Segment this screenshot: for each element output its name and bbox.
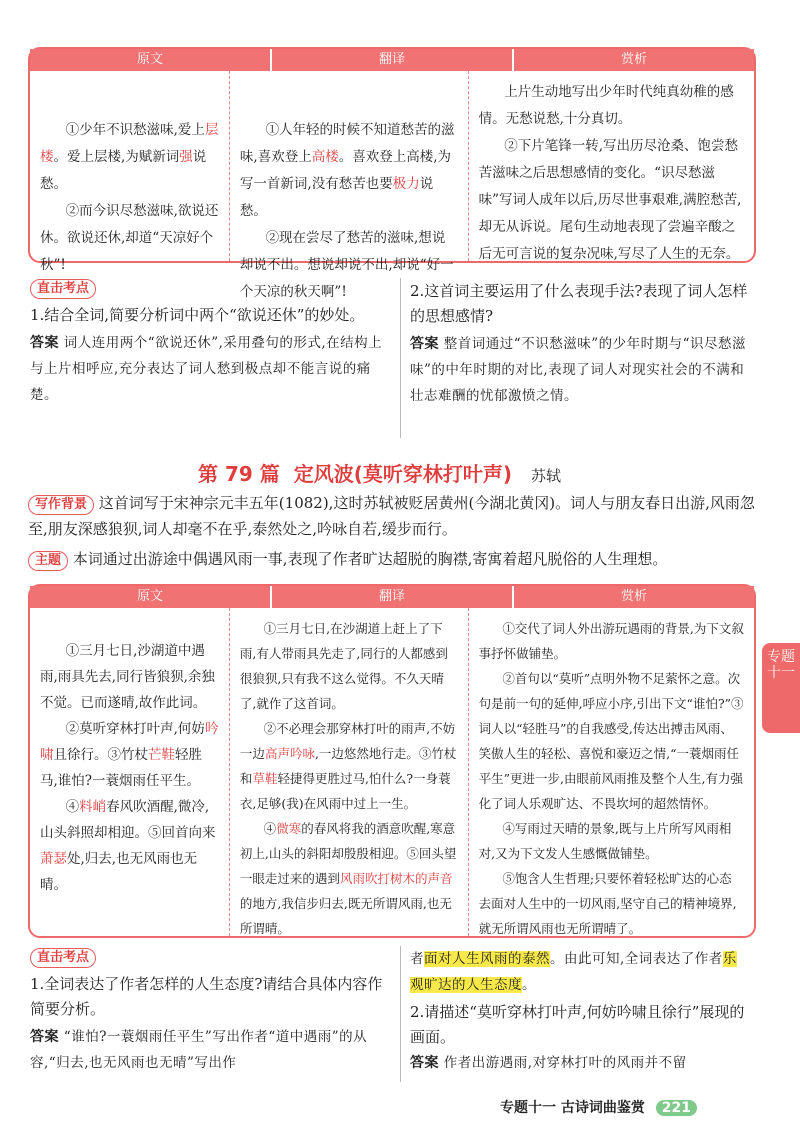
poem-title: 第 79 篇 定风波(莫听穿林打叶声) 苏轼 xyxy=(198,462,561,486)
header-analysis-2: 赏析 xyxy=(512,586,754,608)
question-block-2 xyxy=(410,279,750,409)
analysis-text: 上片生动地写出少年时代纯真幼稚的感情。无愁说愁,十分真切。 ②下片笔锋一转,写出历尽沧桑、饱尝愁苦滋味之后思想感情的变化。“识尽愁滋味”写词人成年以后,历尽世事艰难,满腔愁苦,却无从诉说。尾句生动地表现了尝遍辛酸之后无可言说的复杂况味,写尽了人生的无奈。 xyxy=(468,71,754,261)
header-original: 原文 xyxy=(30,49,270,71)
key-points-tag-2: 直击考点 xyxy=(30,948,96,968)
analysis-text-2: ①交代了词人外出游玩遇雨的背景,为下文叙事抒怀做铺垫。 ②首句以“莫听”点明外物不足萦怀之意。次句是前一句的延伸,呼应小序,引出下文“谁怕?”③词人以“轻胜马”的自我感受,传达出搏击风雨、笑傲人生的轻松、喜悦和豪迈之情,“一蓑烟雨任平生”更进一步,由眼前风雨推及整个人生,有力强化了词人乐观旷达、不畏坎坷的超然情怀。 ④写雨过天晴的景象,既与上片所写风雨相对,又为下文发人生感慨做铺垫。 ⑤饱含人生哲理;只要怀着轻松旷达的心态去面对人生中的一切风雨,坚守自己的精神境界,就无所谓风雨也无所谓晴了。 xyxy=(468,608,754,936)
answer-3: 答案 “谁怕?一蓑烟雨任平生”写出作者“道中遇雨”的从容,“归去,也无风雨也无晴”写出作 xyxy=(30,1029,368,1071)
key-points-tag: 直击考点 xyxy=(30,279,96,299)
answer-3-cont: 者面对人生风雨的泰然。由此可知,全词表达了作者乐观旷达的人生态度。 xyxy=(410,951,737,993)
original-text-2: ①三月七日,沙湖道中遇雨,雨具先去,同行皆狼狈,余独不觉。已而遂晴,故作此词。 ②莫听穿林打叶声,何妨吟啸且徐行。③竹杖芒鞋轻胜马,谁怕?一蓑烟雨任平生。 ④料峭春风吹酒醒,微冷,山头斜照却相迎。⑤回首向来萧瑟处,归去,也无风雨也无晴。 xyxy=(40,643,219,893)
answer-2: 答案 整首词通过“不识愁滋味”的少年时期与“识尽愁滋味”的中年时期的对比,表现了词人对现实社会的不满和壮志难酬的忧郁激愤之情。 xyxy=(410,336,747,404)
header-translation-2: 翻译 xyxy=(270,586,512,608)
theme-tag: 主题 xyxy=(28,551,68,571)
header-analysis: 赏析 xyxy=(512,49,754,71)
translation-text-2: ①三月七日,在沙湖道上赶上了下雨,有人带雨具先走了,同行的人都感到很狼狈,只有我不这么觉得。不久天晴了,就作了这首词。 ②不必理会那穿林打叶的雨声,不妨一边高声吟咏,一边悠然地行走。③竹杖和草鞋轻捷得更胜过马,怕什么?一身蓑衣,足够(我)在风雨中过上一生。 ④微寒的春风将我的酒意吹醒,寒意初上,山头的斜阳却殷殷相迎。⑤回头望一眼走过来的遇到风雨吹打树木的声音的地方,我信步归去,既无所谓风雨,也无所谓晴。 xyxy=(229,608,468,936)
question-4: 2.请描述“莫听穿林打叶声,何妨吟啸且徐行”展现的画面。 xyxy=(410,1003,745,1046)
question-block-4 xyxy=(410,946,750,1076)
translation-text: ①人年轻的时候不知道愁苦的滋味,喜欢登上高楼。喜欢登上高楼,为写一首新词,没有愁苦也要极力说愁。 ②现在尝尽了愁苦的滋味,想说却说不出。想说却说不出,却说“好一个天凉的秋天啊”! xyxy=(229,71,468,261)
question-block-1 xyxy=(30,279,390,408)
answer-1: 答案 词人连用两个“欲说还休”,采用叠句的形式,在结构上与上片相呼应,充分表达了词人愁到极点却不能言说的痛楚。 xyxy=(30,335,383,403)
original-text: ①少年不识愁滋味,爱上层楼。爱上层楼,为赋新词强说愁。 ②而今识尽愁滋味,欲说还休。欲说还休,却道“天凉好个秋”! xyxy=(40,122,219,273)
question-1: 1.结合全词,简要分析词中两个“欲说还休”的妙处。 xyxy=(30,306,365,324)
page-number: 221 xyxy=(656,1100,697,1116)
question-2: 2.这首词主要运用了什么表现手法?表现了词人怎样的思想感情? xyxy=(410,282,748,325)
answer-4: 答案 作者出游遇雨,对穿林打叶的风雨并不留 xyxy=(410,1055,687,1071)
question-3: 1.全词表达了作者怎样的人生态度?请结合具体内容作简要分析。 xyxy=(30,975,383,1018)
side-tab: 专题十一 xyxy=(762,643,800,733)
theme: 主题 本词通过出游途中偶遇风雨一事,表现了作者旷达超脱的胸襟,寄寓着超凡脱俗的人生理想。 xyxy=(28,546,768,572)
background-tag: 写作背景 xyxy=(28,495,94,515)
writing-background: 写作背景 这首词写于宋神宗元丰五年(1082),这时苏轼被贬居黄州(今湖北黄冈)。词人与朋友春日出游,风雨忽至,朋友深感狼狈,词人却毫不在乎,泰然处之,吟咏自若,缓步而行。 xyxy=(28,494,755,538)
table-2 xyxy=(28,584,756,938)
footer-text: 专题十一 古诗词曲鉴赏 xyxy=(500,1100,645,1116)
header-original-2: 原文 xyxy=(30,586,270,608)
footer xyxy=(500,1097,697,1117)
header-translation: 翻译 xyxy=(270,49,512,71)
poem-author: 苏轼 xyxy=(530,467,561,485)
question-block-3 xyxy=(30,948,390,1076)
